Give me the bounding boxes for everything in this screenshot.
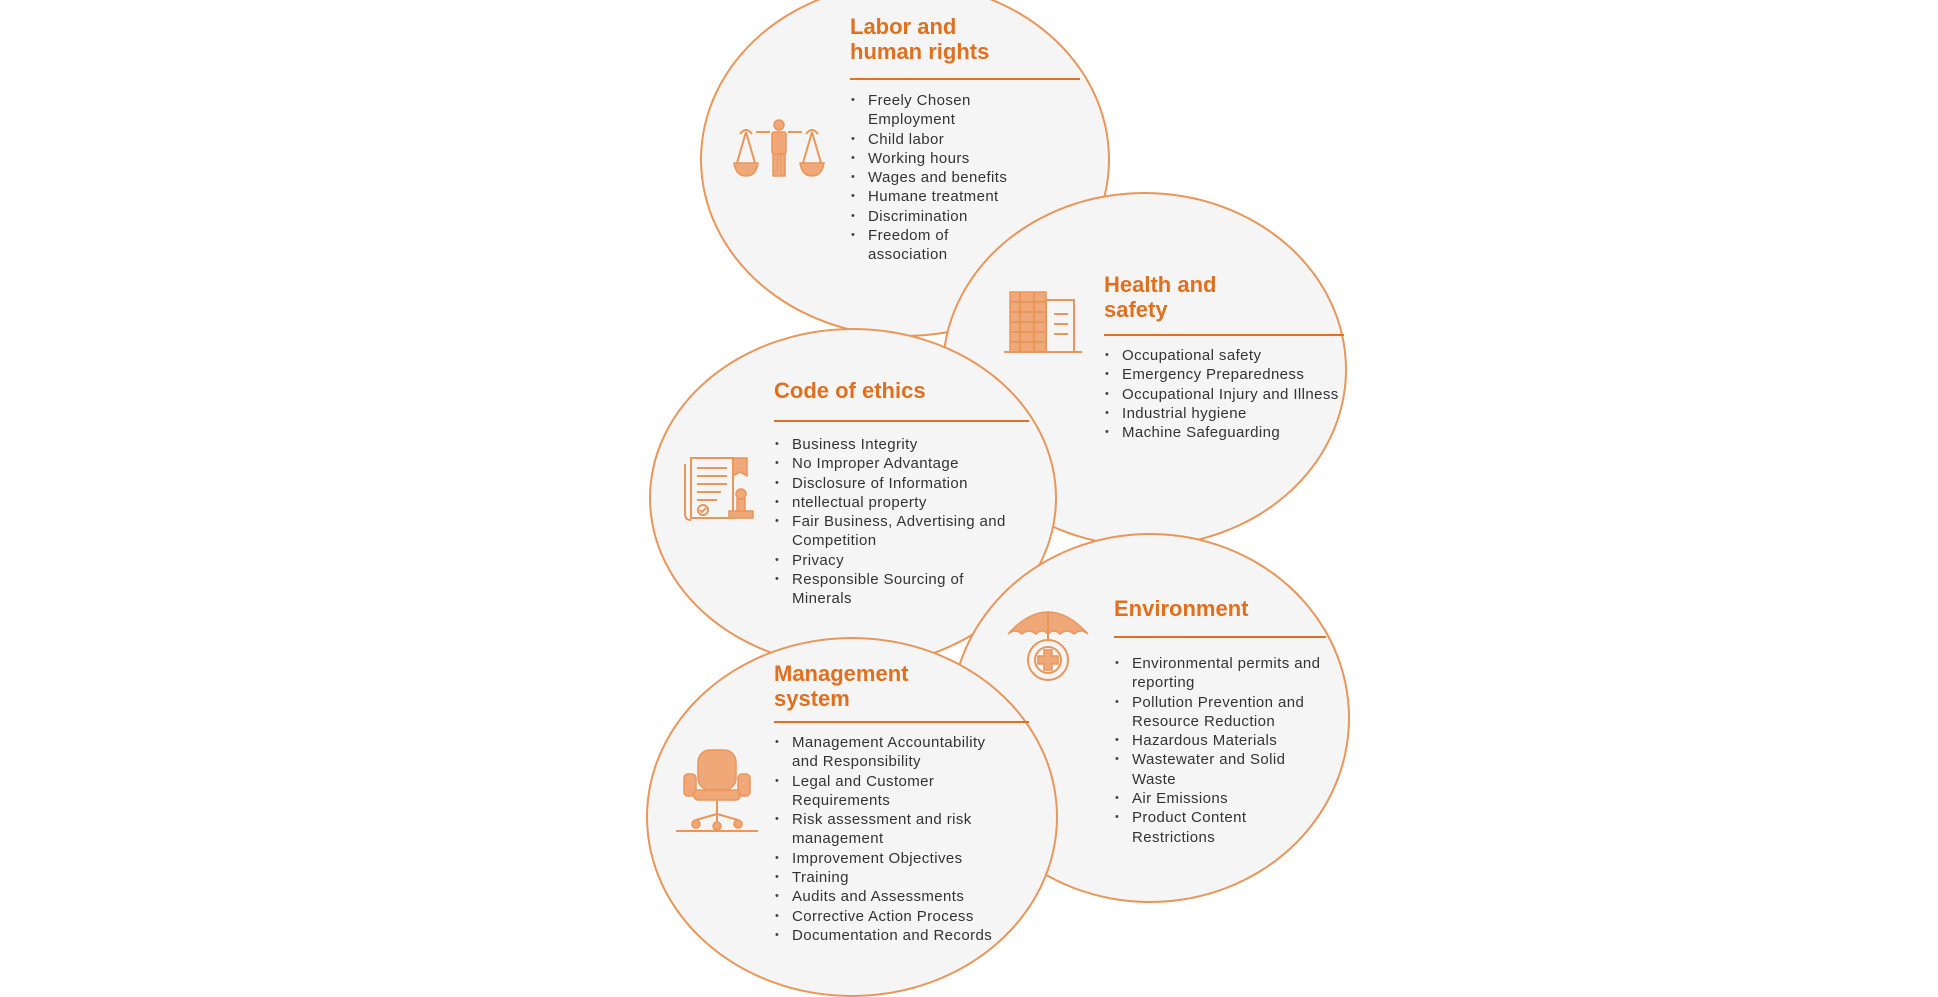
- list-item: • Management Accountability and Responsibility: [775, 733, 1015, 772]
- health-list: [1105, 346, 1340, 442]
- office-chair-icon: [674, 748, 760, 837]
- list-item: • Hazardous Materials: [1115, 731, 1330, 750]
- environment-list: [1115, 654, 1330, 847]
- list-item: • Wages and benefits: [851, 168, 1031, 187]
- management-list: [775, 733, 1015, 945]
- list-item: • No Improper Advantage: [775, 454, 1015, 473]
- list-item: • Risk assessment and risk management: [775, 810, 1015, 849]
- list-item: • Machine Safeguarding: [1105, 423, 1340, 442]
- labor-title: Labor and human rights: [850, 14, 990, 64]
- list-item: • Occupational safety: [1105, 346, 1340, 365]
- list-item: • Occupational Injury and Illness: [1105, 385, 1340, 404]
- factory-building-icon: [1004, 288, 1084, 361]
- management-title: Management system: [774, 661, 909, 711]
- list-item: • Emergency Preparedness: [1105, 365, 1340, 384]
- list-item: • Audits and Assessments: [775, 887, 1015, 906]
- document-stamp-icon: [677, 454, 757, 531]
- list-item: • Product Content Restrictions: [1115, 808, 1330, 847]
- list-item: • Working hours: [851, 149, 1031, 168]
- list-item: • Air Emissions: [1115, 789, 1330, 808]
- list-item: • Industrial hygiene: [1105, 404, 1340, 423]
- ethics-title: Code of ethics: [774, 378, 926, 403]
- environment-title: Environment: [1114, 596, 1249, 621]
- umbrella-medical-icon: [1004, 604, 1092, 691]
- list-item: • Legal and Customer Requirements: [775, 772, 1015, 811]
- management-divider: [774, 721, 1029, 723]
- list-item: • Fair Business, Advertising and Competition: [775, 512, 1015, 551]
- list-item: • Freedom of association: [851, 226, 1031, 265]
- list-item: • Humane treatment: [851, 187, 1031, 206]
- labor-list: [851, 91, 1031, 265]
- list-item: • Discrimination: [851, 207, 1031, 226]
- list-item: • Training: [775, 868, 1015, 887]
- justice-scales-person-icon: [732, 118, 827, 198]
- list-item: • Privacy: [775, 551, 1015, 570]
- list-item: • Corrective Action Process: [775, 907, 1015, 926]
- list-item: • Documentation and Records: [775, 926, 1015, 945]
- list-item: • ntellectual property: [775, 493, 1015, 512]
- health-title: Health and safety: [1104, 272, 1217, 322]
- ethics-list: [775, 435, 1015, 609]
- list-item: • Improvement Objectives: [775, 849, 1015, 868]
- list-item: • Environmental permits and reporting: [1115, 654, 1330, 693]
- list-item: • Pollution Prevention and Resource Reduction: [1115, 693, 1330, 732]
- labor-divider: [850, 78, 1080, 80]
- ethics-divider: [774, 420, 1029, 422]
- environment-divider: [1114, 636, 1326, 638]
- list-item: • Responsible Sourcing of Minerals: [775, 570, 1015, 609]
- list-item: • Disclosure of Information: [775, 474, 1015, 493]
- list-item: • Wastewater and Solid Waste: [1115, 750, 1330, 789]
- list-item: • Freely Chosen Employment: [851, 91, 1031, 130]
- list-item: • Child labor: [851, 130, 1031, 149]
- health-divider: [1104, 334, 1344, 336]
- list-item: • Business Integrity: [775, 435, 1015, 454]
